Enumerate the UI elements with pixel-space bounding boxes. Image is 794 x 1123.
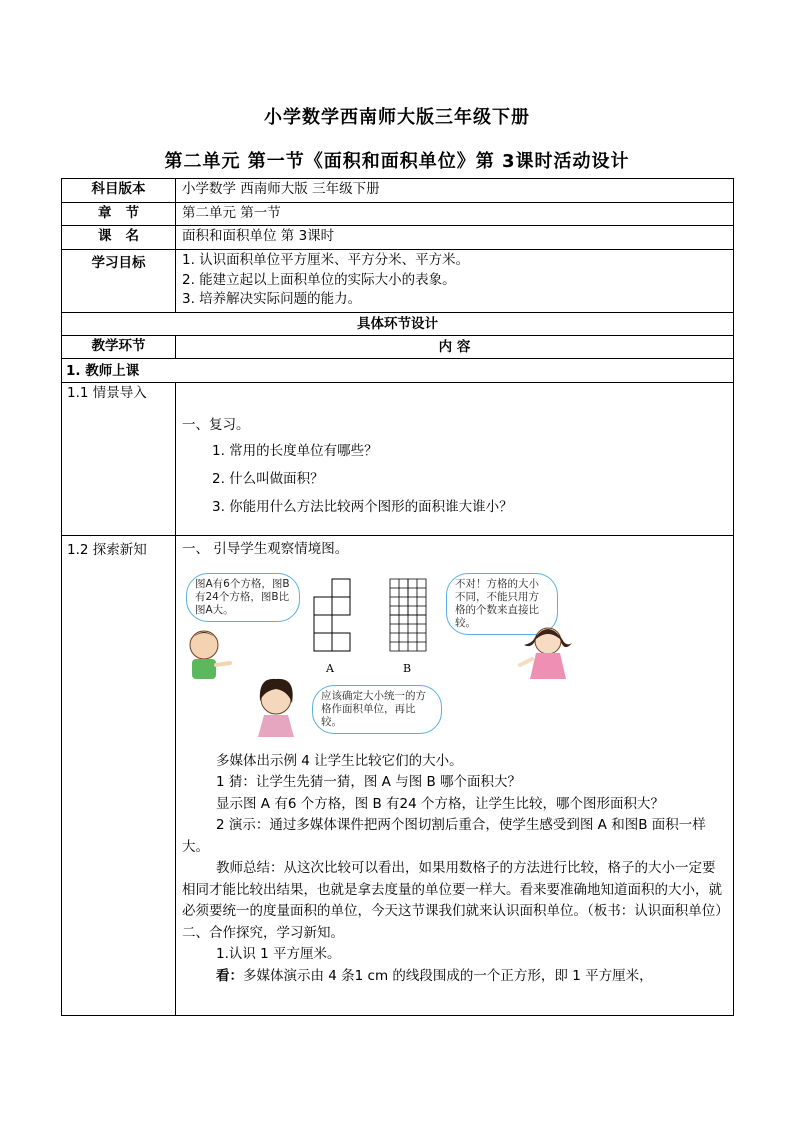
column-header-content: 内 容 [176,336,734,359]
row-step1 [62,383,734,536]
look-text: 多媒体演示由 4 条1 cm 的线段围成的一个正方形，即 1 平方厘米， [243,967,653,984]
row-step2 [62,536,734,1016]
edition-value: 小学数学 西南师大版 三年级下册 [176,179,734,203]
review-question: 3. 你能用什么方法比较两个图形的面积谁大谁小？ [212,499,513,515]
paragraph: 二、合作探究，学习新知。 [182,924,344,941]
document-title: 小学数学西南师大版三年级下册 [264,107,530,128]
step1-label: 1.1 情景导入 [62,383,176,536]
goal-item: 3. 培养解决实际问题的能力。 [182,291,362,307]
paragraph: 1.认识 1 平方厘米。 [216,946,341,962]
row-edition [62,179,734,203]
lesson-plan-table [61,178,734,1016]
teacher-figure [258,678,294,736]
column-header-stage: 教学环节 [62,336,176,359]
row-part1 [62,359,734,383]
row-section-title [62,313,734,336]
speech-bubble-bottom: 应该确定大小统一的方格作面积单位，再比较。 [312,685,442,734]
row-column-headers [62,336,734,359]
girl-figure [520,628,572,679]
boy-figure [190,631,230,679]
paragraph: 显示图 A 有6 个方格，图 B 有24 个方格，让学生比较，哪个图形面积大？ [216,795,665,812]
paragraph: 多媒体出示例 4 让学生比较它们的大小。 [216,752,463,769]
shape-a-label: A [326,661,334,675]
lesson-value: 面积和面积单位 第 3课时 [176,226,734,250]
step1-content [176,383,734,536]
row-goals [62,250,734,313]
paragraph: 教师总结：从这次比较可以看出，如果用数格子的方法进行比较，格子的大小一定要相同才能比较出结果，也就是拿去度量的单位要一样大。看来要准确地知道面积的大小，就必须要统一的度量面积的单位，今天这节课我们就来认识面积单位。（板书：认识面积单位） [182,860,729,919]
chapter-value: 第二单元 第一节 [176,203,734,226]
shape-b-grid [390,579,426,651]
document-subtitle: 第二单元 第一节《面积和面积单位》第 3课时活动设计 [164,151,630,172]
step2-label: 1.2 探索新知 [62,536,176,1016]
goal-item: 1. 认识面积单位平方厘米、平方分米、平方米。 [182,252,470,268]
paragraph: 1 猜：让学生先猜一猜，图 A 与图 B 哪个面积大？ [216,774,522,790]
speech-bubble-left: 图A有6个方格，图B有24个方格，图B比图A大。 [186,573,300,622]
row-lesson [62,226,734,250]
lesson-label: 课名 [98,228,153,244]
review-question: 2. 什么叫做面积？ [212,471,324,487]
part1-heading: 1. 教师上课 [62,359,734,383]
look-label: 看： [216,967,243,984]
speech-bubble-right: 不对！方格的大小不同，不能只用方格的个数来直接比较。 [446,573,558,635]
chapter-label: 章节 [98,205,153,221]
goals-list [176,250,734,313]
scenario-illustration [184,567,584,745]
edition-label: 科目版本 [62,179,176,203]
row-chapter [62,203,734,226]
review-heading: 一、复习。 [182,417,250,433]
goal-item: 2. 能建立起以上面积单位的实际大小的表象。 [182,271,456,288]
paragraph [182,966,727,988]
review-question: 1. 常用的长度单位有哪些？ [212,443,378,459]
paragraph: 2 演示：通过多媒体课件把两个图切割后重合，使学生感受到图 A 和图B 面积一样大。 [182,817,706,855]
section-title: 具体环节设计 [62,313,734,336]
shape-a-grid [314,579,350,651]
goals-label: 学习目标 [62,250,176,313]
shape-b-label: B [403,661,412,675]
step2-content [176,536,734,1016]
observe-heading: 一、 引导学生观察情境图。 [182,541,349,557]
